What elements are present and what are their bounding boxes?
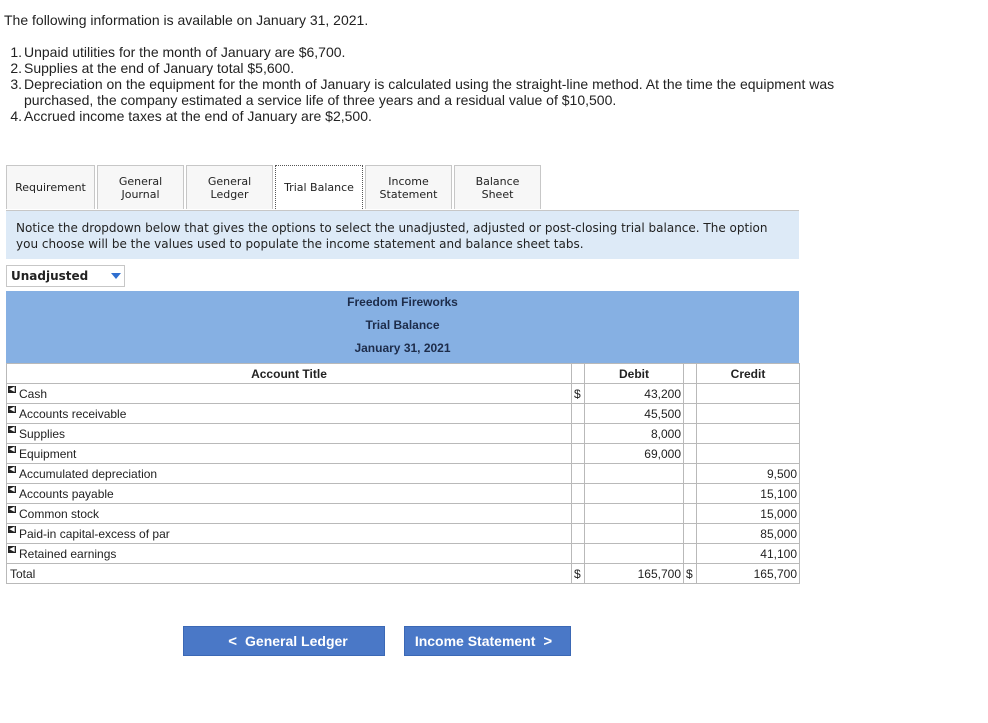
table-row	[7, 544, 800, 564]
empty-cell	[684, 544, 697, 564]
dropdown-arrow-icon: ◀	[9, 426, 15, 433]
table-row	[7, 464, 800, 484]
list-item	[6, 44, 906, 60]
caret-down-icon	[111, 273, 121, 279]
empty-cell	[684, 504, 697, 524]
credit-input[interactable]: 9,500	[697, 464, 800, 484]
column-header-account-title: Account Title	[7, 364, 572, 384]
account-select[interactable]	[7, 444, 572, 464]
account-select[interactable]	[7, 404, 572, 424]
total-row	[7, 564, 800, 584]
debit-input[interactable]: 43,200	[585, 384, 684, 404]
empty-cell	[684, 364, 697, 384]
dollar-sign	[572, 444, 585, 464]
table-row	[7, 484, 800, 504]
empty-cell	[684, 524, 697, 544]
account-select[interactable]	[7, 504, 572, 524]
dropdown-arrow-icon: ◀	[9, 546, 15, 553]
credit-input[interactable]	[697, 404, 800, 424]
list-item	[6, 76, 906, 108]
report-date: January 31, 2021	[354, 341, 451, 355]
list-item-number: 2.	[10, 60, 22, 76]
empty-cell	[684, 404, 697, 424]
account-select[interactable]	[7, 464, 572, 484]
list-item	[6, 108, 906, 124]
dropdown-arrow-icon: ◀	[9, 466, 15, 473]
dropdown-value: Unadjusted	[11, 269, 89, 283]
credit-input[interactable]: 85,000	[697, 524, 800, 544]
next-button-label: Income Statement	[414, 633, 536, 649]
company-name: Freedom Fireworks	[347, 295, 458, 309]
debit-input[interactable]: 8,000	[585, 424, 684, 444]
column-header-debit: Debit	[585, 364, 684, 384]
tab-bar	[6, 165, 543, 211]
list-item-text: Unpaid utilities for the month of January are $6,700.	[24, 44, 346, 60]
info-list	[6, 44, 906, 124]
account-select[interactable]	[7, 484, 572, 504]
table-row	[7, 384, 800, 404]
table-row	[7, 444, 800, 464]
credit-input[interactable]: 41,100	[697, 544, 800, 564]
list-item-text: Accrued income taxes at the end of January are $2,500.	[24, 108, 372, 124]
account-name: Accounts receivable	[19, 406, 127, 421]
empty-cell	[684, 424, 697, 444]
table-row	[7, 524, 800, 544]
list-item-text: Supplies at the end of January total $5,600.	[24, 60, 295, 76]
list-item-text: Depreciation on the equipment for the month of January is calculated using the straight-line method. At the time the equipment was purchased, the company estimated a service life of three years and a residual value of $10,500.	[24, 76, 835, 108]
tab-requirement[interactable]: Requirement	[6, 165, 95, 209]
credit-input[interactable]	[697, 384, 800, 404]
prev-button-label: General Ledger	[245, 633, 348, 649]
dollar-sign	[572, 424, 585, 444]
tab-income-statement[interactable]: Income Statement	[365, 165, 452, 209]
account-name: Retained earnings	[19, 546, 117, 561]
account-name: Paid-in capital-excess of par	[19, 526, 170, 541]
dollar-sign: $	[572, 564, 585, 584]
debit-input[interactable]	[585, 544, 684, 564]
dollar-sign	[572, 484, 585, 504]
dollar-sign: $	[684, 564, 697, 584]
table-row	[7, 424, 800, 444]
column-header-credit: Credit	[697, 364, 800, 384]
account-select[interactable]	[7, 424, 572, 444]
dropdown-arrow-icon: ◀	[9, 486, 15, 493]
next-income-statement-button[interactable]	[404, 626, 571, 656]
dollar-sign	[572, 524, 585, 544]
credit-input[interactable]: 15,000	[697, 504, 800, 524]
account-select[interactable]	[7, 524, 572, 544]
dropdown-arrow-icon: ◀	[9, 526, 15, 533]
dollar-sign	[572, 544, 585, 564]
account-name: Accumulated depreciation	[19, 466, 158, 481]
debit-input[interactable]	[585, 484, 684, 504]
list-item-number: 4.	[10, 108, 22, 124]
debit-input[interactable]	[585, 524, 684, 544]
prev-general-ledger-button[interactable]	[183, 626, 385, 656]
list-item-number: 3.	[10, 76, 22, 92]
debit-input[interactable]	[585, 504, 684, 524]
dropdown-arrow-icon: ◀	[9, 506, 15, 513]
list-item	[6, 60, 906, 76]
table-row	[7, 504, 800, 524]
dropdown-arrow-icon: ◀	[9, 386, 15, 393]
empty-cell	[684, 484, 697, 504]
list-item-number: 1.	[10, 44, 22, 60]
dollar-sign	[572, 464, 585, 484]
total-label: Total	[7, 564, 572, 584]
dollar-sign	[572, 404, 585, 424]
tab-general-ledger[interactable]: General Ledger	[186, 165, 273, 209]
dropdown-arrow-icon: ◀	[9, 406, 15, 413]
account-name: Common stock	[19, 506, 100, 521]
empty-cell	[684, 444, 697, 464]
intro-text: The following information is available on January 31, 2021.	[4, 12, 369, 28]
empty-cell	[572, 364, 585, 384]
account-name: Supplies	[19, 426, 66, 441]
tab-general-journal[interactable]: General Journal	[97, 165, 184, 209]
total-credit: 165,700	[697, 564, 800, 584]
dollar-sign: $	[572, 384, 585, 404]
chevron-left-icon: <	[228, 632, 238, 650]
account-select[interactable]	[7, 544, 572, 564]
trial-balance-type-dropdown[interactable]	[6, 265, 125, 287]
notice-box: Notice the dropdown below that gives the options to select the unadjusted, adjusted or post-closing trial balance. The option you choose will be the values used to populate the income statement and balance sheet tabs.	[6, 211, 799, 259]
tab-balance-sheet[interactable]: Balance Sheet	[454, 165, 541, 209]
credit-input[interactable]	[697, 444, 800, 464]
account-name: Equipment	[19, 446, 77, 461]
total-debit: 165,700	[585, 564, 684, 584]
account-name: Accounts payable	[19, 486, 114, 501]
account-select[interactable]	[7, 384, 572, 404]
empty-cell	[684, 384, 697, 404]
debit-input[interactable]: 69,000	[585, 444, 684, 464]
table-header-row	[7, 364, 800, 384]
tab-trial-balance[interactable]: Trial Balance	[275, 165, 363, 209]
table-row	[7, 404, 800, 424]
empty-cell	[684, 464, 697, 484]
report-title: Trial Balance	[365, 318, 440, 332]
chevron-right-icon: >	[543, 632, 553, 650]
credit-input[interactable]: 15,100	[697, 484, 800, 504]
dollar-sign	[572, 504, 585, 524]
debit-input[interactable]	[585, 464, 684, 484]
statement-header	[6, 291, 799, 363]
trial-balance-table	[6, 363, 800, 584]
credit-input[interactable]	[697, 424, 800, 444]
dropdown-arrow-icon: ◀	[9, 446, 15, 453]
debit-input[interactable]: 45,500	[585, 404, 684, 424]
account-name: Cash	[19, 386, 48, 401]
